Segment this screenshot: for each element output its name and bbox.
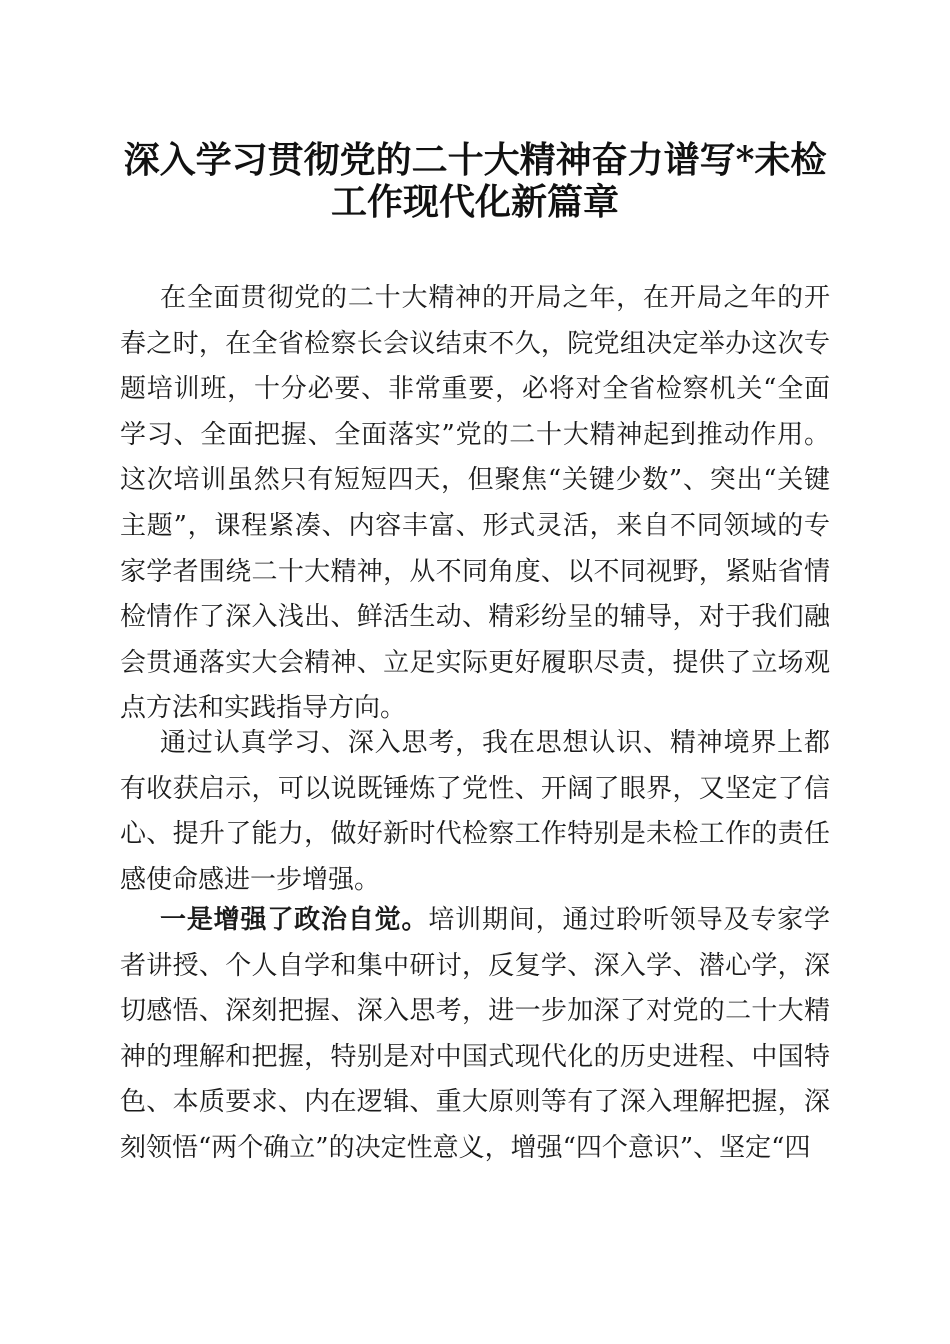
paragraph-2: 通过认真学习、深入思考，我在思想认识、精神境界上都有收获启示，可以说既锤炼了党性、开阔了眼界，又坚定了信心、提升了能力，做好新时代检察工作特别是未检工作的责任感使命感进一步增强。: [120, 728, 830, 895]
document-title-line-2: 工作现代化新篇章: [330, 181, 619, 223]
paragraph-3-lead: 一是增强了政治自觉。: [160, 905, 429, 935]
paragraph-2-container: [120, 721, 830, 903]
paragraph-3-container: [120, 898, 830, 1172]
paragraph-1: 在全面贯彻党的二十大精神的开局之年，在开局之年的开春之时，在全省检察长会议结束不久，院党组决定举办这次专题培训班，十分必要、非常重要，必将对全省检察机关“全面学习、全面把握、全面落实”党的二十大精神起到推动作用。这次培训虽然只有短短四天，但聚焦“关键少数”、突出“关键主题”，课程紧凑、内容丰富、形式灵活，来自不同领域的专家学者围绕二十大精神，从不同角度、以不同视野，紧贴省情检情作了深入浅出、鲜活生动、精彩纷呈的辅导，对于我们融会贯通落实大会精神、立足实际更好履职尽责，提供了立场观点方法和实践指导方向。: [120, 283, 830, 724]
paragraph-3: [120, 898, 830, 1172]
paragraph-1-container: [120, 276, 830, 732]
document-title-line-1: 深入学习贯彻党的二十大精神奋力谱写*未检: [123, 139, 827, 181]
paragraph-3-text: 培训期间，通过聆听领导及专家学者讲授、个人自学和集中研讨，反复学、深入学、潜心学，深切感悟、深刻把握、深入思考，进一步加深了对党的二十大精神的理解和把握，特别是对中国式现代化的历史进程、中国特色、本质要求、内在逻辑、重大原则等有了深入理解把握，深刻领悟“两个确立”的决定性意义，增强“四个意识”、坚定“四: [120, 905, 830, 1163]
